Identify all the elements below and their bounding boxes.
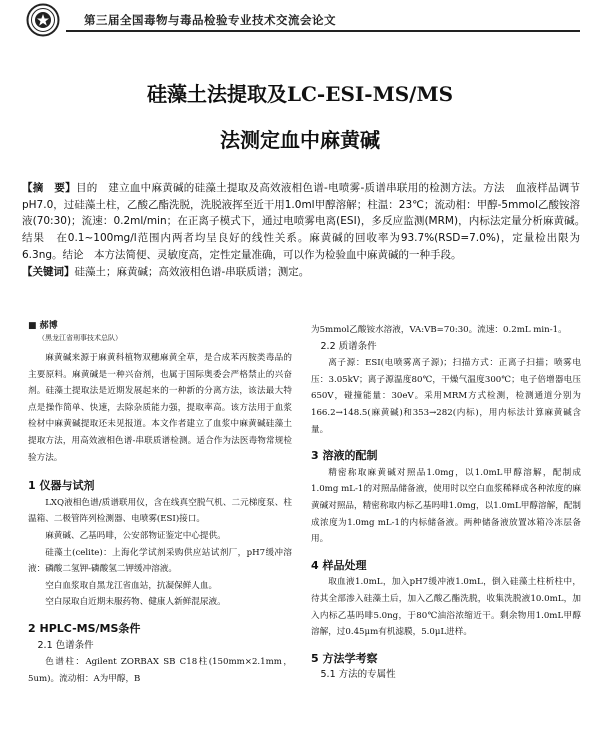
section-2-heading: 2 HPLC-MS/MS条件 (28, 621, 141, 635)
keywords-text: 硅藻土；麻黄碱；高效液相色谱-串联质谱；测定。 (74, 265, 310, 278)
section-2-1-paragraph: 色谱柱：Agilent ZORBAX SB C18柱(150mm×2.1mm，5um)。流动相：A为甲醇，B (28, 657, 292, 684)
section-1-heading: 1 仪器与试剂 (28, 479, 95, 493)
section-1-paragraph-3: 硅藻土(celite)：上海化学试剂采购供应站试剂厂，pH7缓冲溶液：磷酸二氢钾-磷酸氢二钾缓冲溶液。 (28, 547, 292, 575)
article-title-line-1: 硅藻土法提取及LC-ESI-MS/MS (146, 82, 454, 106)
running-header (0, 0, 600, 40)
section-2-1-heading: 2.1 色谱条件 (37, 639, 94, 651)
section-3-paragraph: 精密称取麻黄碱对照品1.0mg，以1.0mL甲醇溶解，配制成1.0mg mL-1的对照品储备液，使用时以空白血浆稀释成各种浓度的麻黄碱对照品，精密称取内标乙基吗啡1.0mg，以1.0mL甲醇溶解，配制成浓度为1.0mg mL-1的内标储备液。两种储备液放置冰箱冷冻层备用。 (311, 467, 581, 545)
right-column (311, 322, 581, 684)
article-title-line-2: 法测定血中麻黄碱 (220, 128, 380, 152)
abstract-paragraph (22, 180, 591, 264)
keywords-line (22, 264, 580, 281)
section-1-paragraph-5: 空白尿取自近期未服药物、健康人新鲜混尿液。 (45, 597, 226, 608)
author-block (28, 320, 278, 344)
section-5-1-heading: 5.1 方法的专属性 (320, 669, 396, 681)
section-5-heading: 5 方法学考察 (311, 651, 378, 665)
author-name: ■ 郝博 (28, 321, 58, 331)
section-1-paragraph-1: LXQ液相色谱/质谱联用仪，含在线真空脱气机、二元梯度泵、柱温箱、二极管阵列检测器、电喷雾(ESI)接口。 (28, 497, 292, 525)
journal-emblem-icon (26, 3, 60, 37)
abstract-label: 【摘 要】 (22, 182, 76, 194)
section-2-2-heading: 2.2 质谱条件 (320, 340, 377, 352)
continued-paragraph: 为5mmol乙酸铵水溶液，VA:VB=70:30。流速：0.2mL min-1。 (311, 325, 567, 335)
header-divider (66, 30, 580, 32)
section-3-heading: 3 溶液的配制 (311, 449, 378, 463)
abstract-text: 目的 建立血中麻黄碱的硅藻土提取及高效液相色谱-电喷雾-质谱串联用的检测方法。方法 血液样品调节pH7.0，过硅藻土柱，乙酸乙酯洗脱，洗脱液挥至近干用1.0ml甲醇溶解；柱温：23℃；流动相：甲醇-5mmol乙酸铵溶液(70:30)；流速：0.2ml/min；在正离子模式下，通过电喷雾电离(ESI)，多反应监测(MRM)，内标法定量分析麻黄碱。 结果 在0.1~100mg/l范围内两者均呈良好的线性关系。麻黄碱的回收率为93.7%(RSD=7.0%)，定量检出限为6.3ng。结论 本方法简便、灵敏度高，定性定量准确，可以作为检验血中麻黄碱的一种手段。 (22, 182, 591, 261)
intro-paragraph: 麻黄碱来源于麻黄科植物双穗麻黄全草，是合成苯丙胺类毒品的主要原料。麻黄碱是一种兴奋剂，也属于国际奥委会严格禁止的兴奋剂。硅藻土提取法是近期发展起来的一种新的分离方法，该法最大特点是操作简单、快速，去除杂质能力强，提取率高。该方法用于血浆检材中麻黄碱提取还未见报道。本文作者建立了血浆中麻黄碱硅藻土提取方法，用高效液相色谱-串联质谱检测。适合作为法医毒物常规检验方法。 (28, 353, 292, 463)
section-4-paragraph: 取血液1.0mL，加入pH7缓冲液1.0mL，倒入硅藻土柱析柱中，待其全部渗入硅藻土后，加入乙酸乙酯洗脱，收集洗脱液10.0mL，加入内标乙基吗啡5.0ng，于80℃油浴浓缩近干。剩余物用1.0mL甲醇溶解，过0.45μm有机滤膜，5.0μL进样。 (311, 577, 581, 638)
author-affiliation: （黑龙江省刑事技术总队） (38, 334, 122, 342)
section-1-paragraph-2: 麻黄碱、乙基吗啡，公安部物证鉴定中心提供。 (45, 530, 226, 541)
section-2-2-paragraph: 离子源：ESI(电喷雾离子源)；扫描方式：正离子扫描；喷雾电压：3.05kV；离子源温度80℃，干燥气温度300℃；电子倍增器电压650V，碰撞能量：30eV。采用MRM方式检测，检测通道分别为166.2→148.5(麻黄碱)和353→282(内标)，用内标法计算麻黄碱含量。 (311, 358, 581, 435)
abstract-block (22, 180, 591, 280)
section-4-heading: 4 样品处理 (311, 558, 367, 572)
section-1-paragraph-4: 空白血浆取自黑龙江省血站，抗凝保鲜人血。 (45, 580, 218, 591)
left-column (28, 350, 292, 687)
keywords-label: 【关键词】 (22, 265, 75, 278)
journal-title: 第三届全国毒物与毒品检验专业技术交流会论文 (84, 13, 336, 27)
